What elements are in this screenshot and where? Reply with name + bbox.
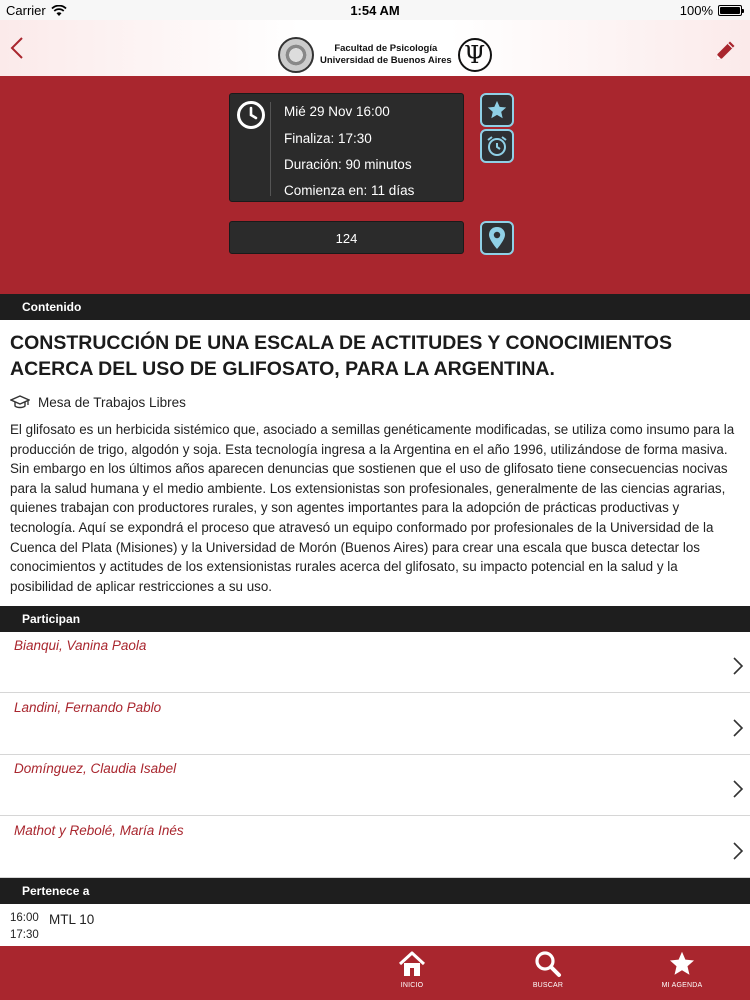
participant-row[interactable] [0, 817, 750, 878]
nav-header [0, 20, 750, 76]
status-bar [0, 0, 750, 20]
activity-type-label: Mesa de Trabajos Libres [38, 394, 186, 410]
tab-mi-agenda[interactable] [642, 950, 722, 998]
graduation-cap-icon [10, 394, 30, 410]
uba-crest-icon [278, 37, 314, 73]
time-card [229, 93, 464, 202]
time-card-divider [270, 102, 271, 196]
chevron-right-icon [732, 718, 744, 738]
participant-name: Domínguez, Claudia Isabel [14, 761, 177, 776]
chevron-right-icon [732, 779, 744, 799]
tab-inicio[interactable] [372, 950, 452, 998]
activity-type [10, 394, 186, 410]
favorite-button[interactable] [480, 93, 514, 127]
section-header-participants: Participan [0, 606, 750, 632]
room-card: 124 [229, 221, 464, 254]
logo-text-line2: Universidad de Buenos Aires [320, 55, 452, 66]
chevron-right-icon [732, 841, 744, 861]
battery-icon [718, 5, 742, 16]
tab-inicio-label: INICIO [400, 982, 424, 989]
parent-session-row[interactable] [0, 905, 750, 947]
tab-buscar-label: BUSCAR [532, 982, 564, 989]
tab-mi-agenda-label: MI AGENDA [661, 982, 703, 989]
participant-name: Bianqui, Vanina Paola [14, 638, 147, 653]
status-right [680, 3, 742, 18]
event-hero [0, 76, 750, 294]
activity-abstract: El glifosato es un herbicida sistémico que, asociado a semillas genéticamente modificadas, se utiliza como insumo para la producción de trigo, algodón y soja. Esta tecnología ingresa a la Argentina en el año 1996, utilizándose de forma masiva. Sin embargo en los últimos años aparecen denuncias que sostienen que el uso de glifosato tiene consecuencias nocivas para la salud humana y el medio ambiente. Los extensionistas son profesionales, generalmente de las ciencias agrarias, quienes trabajan con productores rurales, y son agentes importantes para la adopción de prácticas productivas y tecnología. Aquí se expondrá el proceso que atravesó un equipo conformado por profesionales de la Universidad de la Cuenca del Plata (Misiones) y la Universidad de Morón (Buenos Aires) para crear una escala que busca detectar los conocimientos y actitudes de los extensionistas rurales acerca del glifosato, su impacto potencial en la salud y la posibilidad de aplicar restricciones a su uso. [10, 422, 735, 594]
section-header-content: Contenido [0, 294, 750, 320]
faculty-logo [278, 36, 492, 74]
carrier-label: Carrier [6, 3, 46, 18]
participant-row[interactable] [0, 755, 750, 816]
search-icon [533, 950, 563, 978]
edit-pencil-icon[interactable] [712, 38, 738, 64]
reminder-button[interactable] [480, 129, 514, 163]
event-starts-in: Comienza en: 11 días [284, 183, 415, 198]
tab-buscar[interactable] [508, 950, 588, 998]
session-start: 16:00 [10, 912, 39, 924]
alarm-clock-icon [485, 134, 509, 158]
chevron-right-icon [732, 656, 744, 676]
battery-percent: 100% [679, 3, 713, 18]
status-time: 1:54 AM [350, 3, 400, 18]
participant-row[interactable] [0, 694, 750, 755]
activity-title: CONSTRUCCIÓN DE UNA ESCALA DE ACTITUDES Y CONOCIMIENTOS ACERCA DEL USO DE GLIFOSATO, PARA LA ARGENTINA. [10, 332, 672, 380]
session-end: 17:30 [10, 929, 39, 941]
home-icon [397, 950, 427, 978]
logo-text-line1: Facultad de Psicología [334, 43, 438, 54]
star-icon [486, 99, 508, 121]
star-icon [667, 950, 697, 978]
logo-text [320, 43, 452, 67]
participant-name: Landini, Fernando Pablo [14, 700, 162, 715]
psi-emblem-icon: Ψ [458, 38, 492, 72]
participant-name: Mathot y Rebolé, María Inés [14, 823, 184, 838]
session-code: MTL 10 [49, 912, 95, 927]
participant-row[interactable] [0, 632, 750, 693]
clock-icon [236, 100, 266, 130]
map-pin-icon [487, 226, 507, 250]
event-end: Finaliza: 17:30 [284, 131, 372, 146]
map-location-button[interactable] [480, 221, 514, 255]
event-start: Mié 29 Nov 16:00 [284, 104, 390, 119]
tab-bar [0, 946, 750, 1000]
section-header-belongs-to: Pertenece a [0, 878, 750, 904]
event-duration: Duración: 90 minutos [284, 157, 412, 172]
back-chevron-icon[interactable] [6, 34, 30, 62]
